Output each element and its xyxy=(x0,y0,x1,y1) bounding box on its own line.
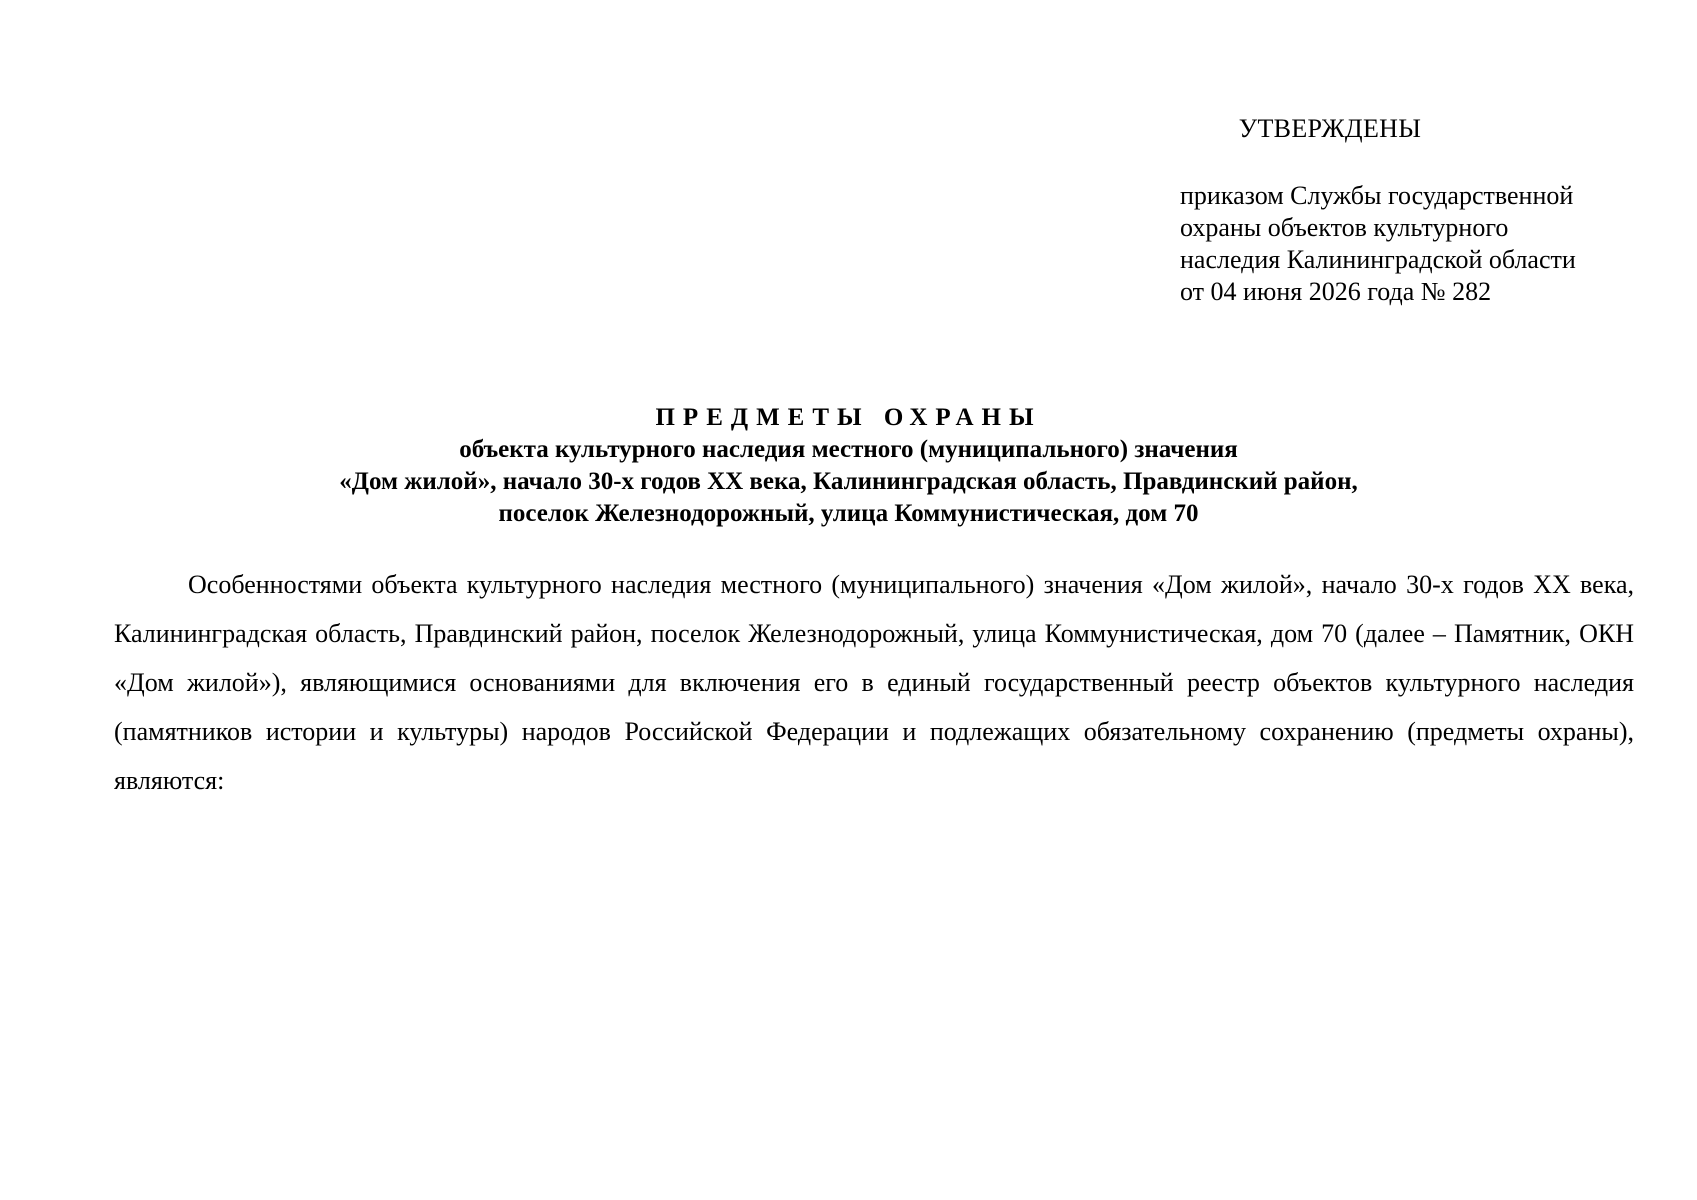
title-line: объекта культурного наследия местного (муниципального) значения xyxy=(459,436,1238,463)
title-line: «Дом жилой», начало 30-х годов XX века, Калининградская область, Правдинский район, xyxy=(339,468,1358,495)
approval-line: от 04 июня 2026 года № 282 xyxy=(1180,277,1492,306)
approval-line: наследия Калининградской области xyxy=(1180,245,1576,274)
approval-line: охраны объектов культурного xyxy=(1180,213,1509,242)
approval-heading: УТВЕРЖДЕНЫ xyxy=(1238,114,1422,143)
title-line: поселок Железнодорожный, улица Коммунистическая, дом 70 xyxy=(498,500,1199,527)
approval-block xyxy=(1180,180,1576,308)
title-main: ПРЕДМЕТЫ ОХРАНЫ xyxy=(655,404,1042,431)
document-title xyxy=(200,402,1497,530)
body-paragraph: Особенностями объекта культурного наследия местного (муниципального) значения «Дом жилой», начало 30-х годов XX века, Калининградская область, Правдинский район, поселок Железнодорожный, улица Коммунистическая, дом 70 (далее – Памятник, ОКН «Дом жилой»), являющимися основаниями для включения его в единый государственный реестр объектов культурного наследия (памятников истории и культуры) народов Российской Федерации и подлежащих обязательному сохранению (предметы охраны), являются: xyxy=(114,570,1634,795)
approval-line: приказом Службы государственной xyxy=(1180,181,1574,210)
